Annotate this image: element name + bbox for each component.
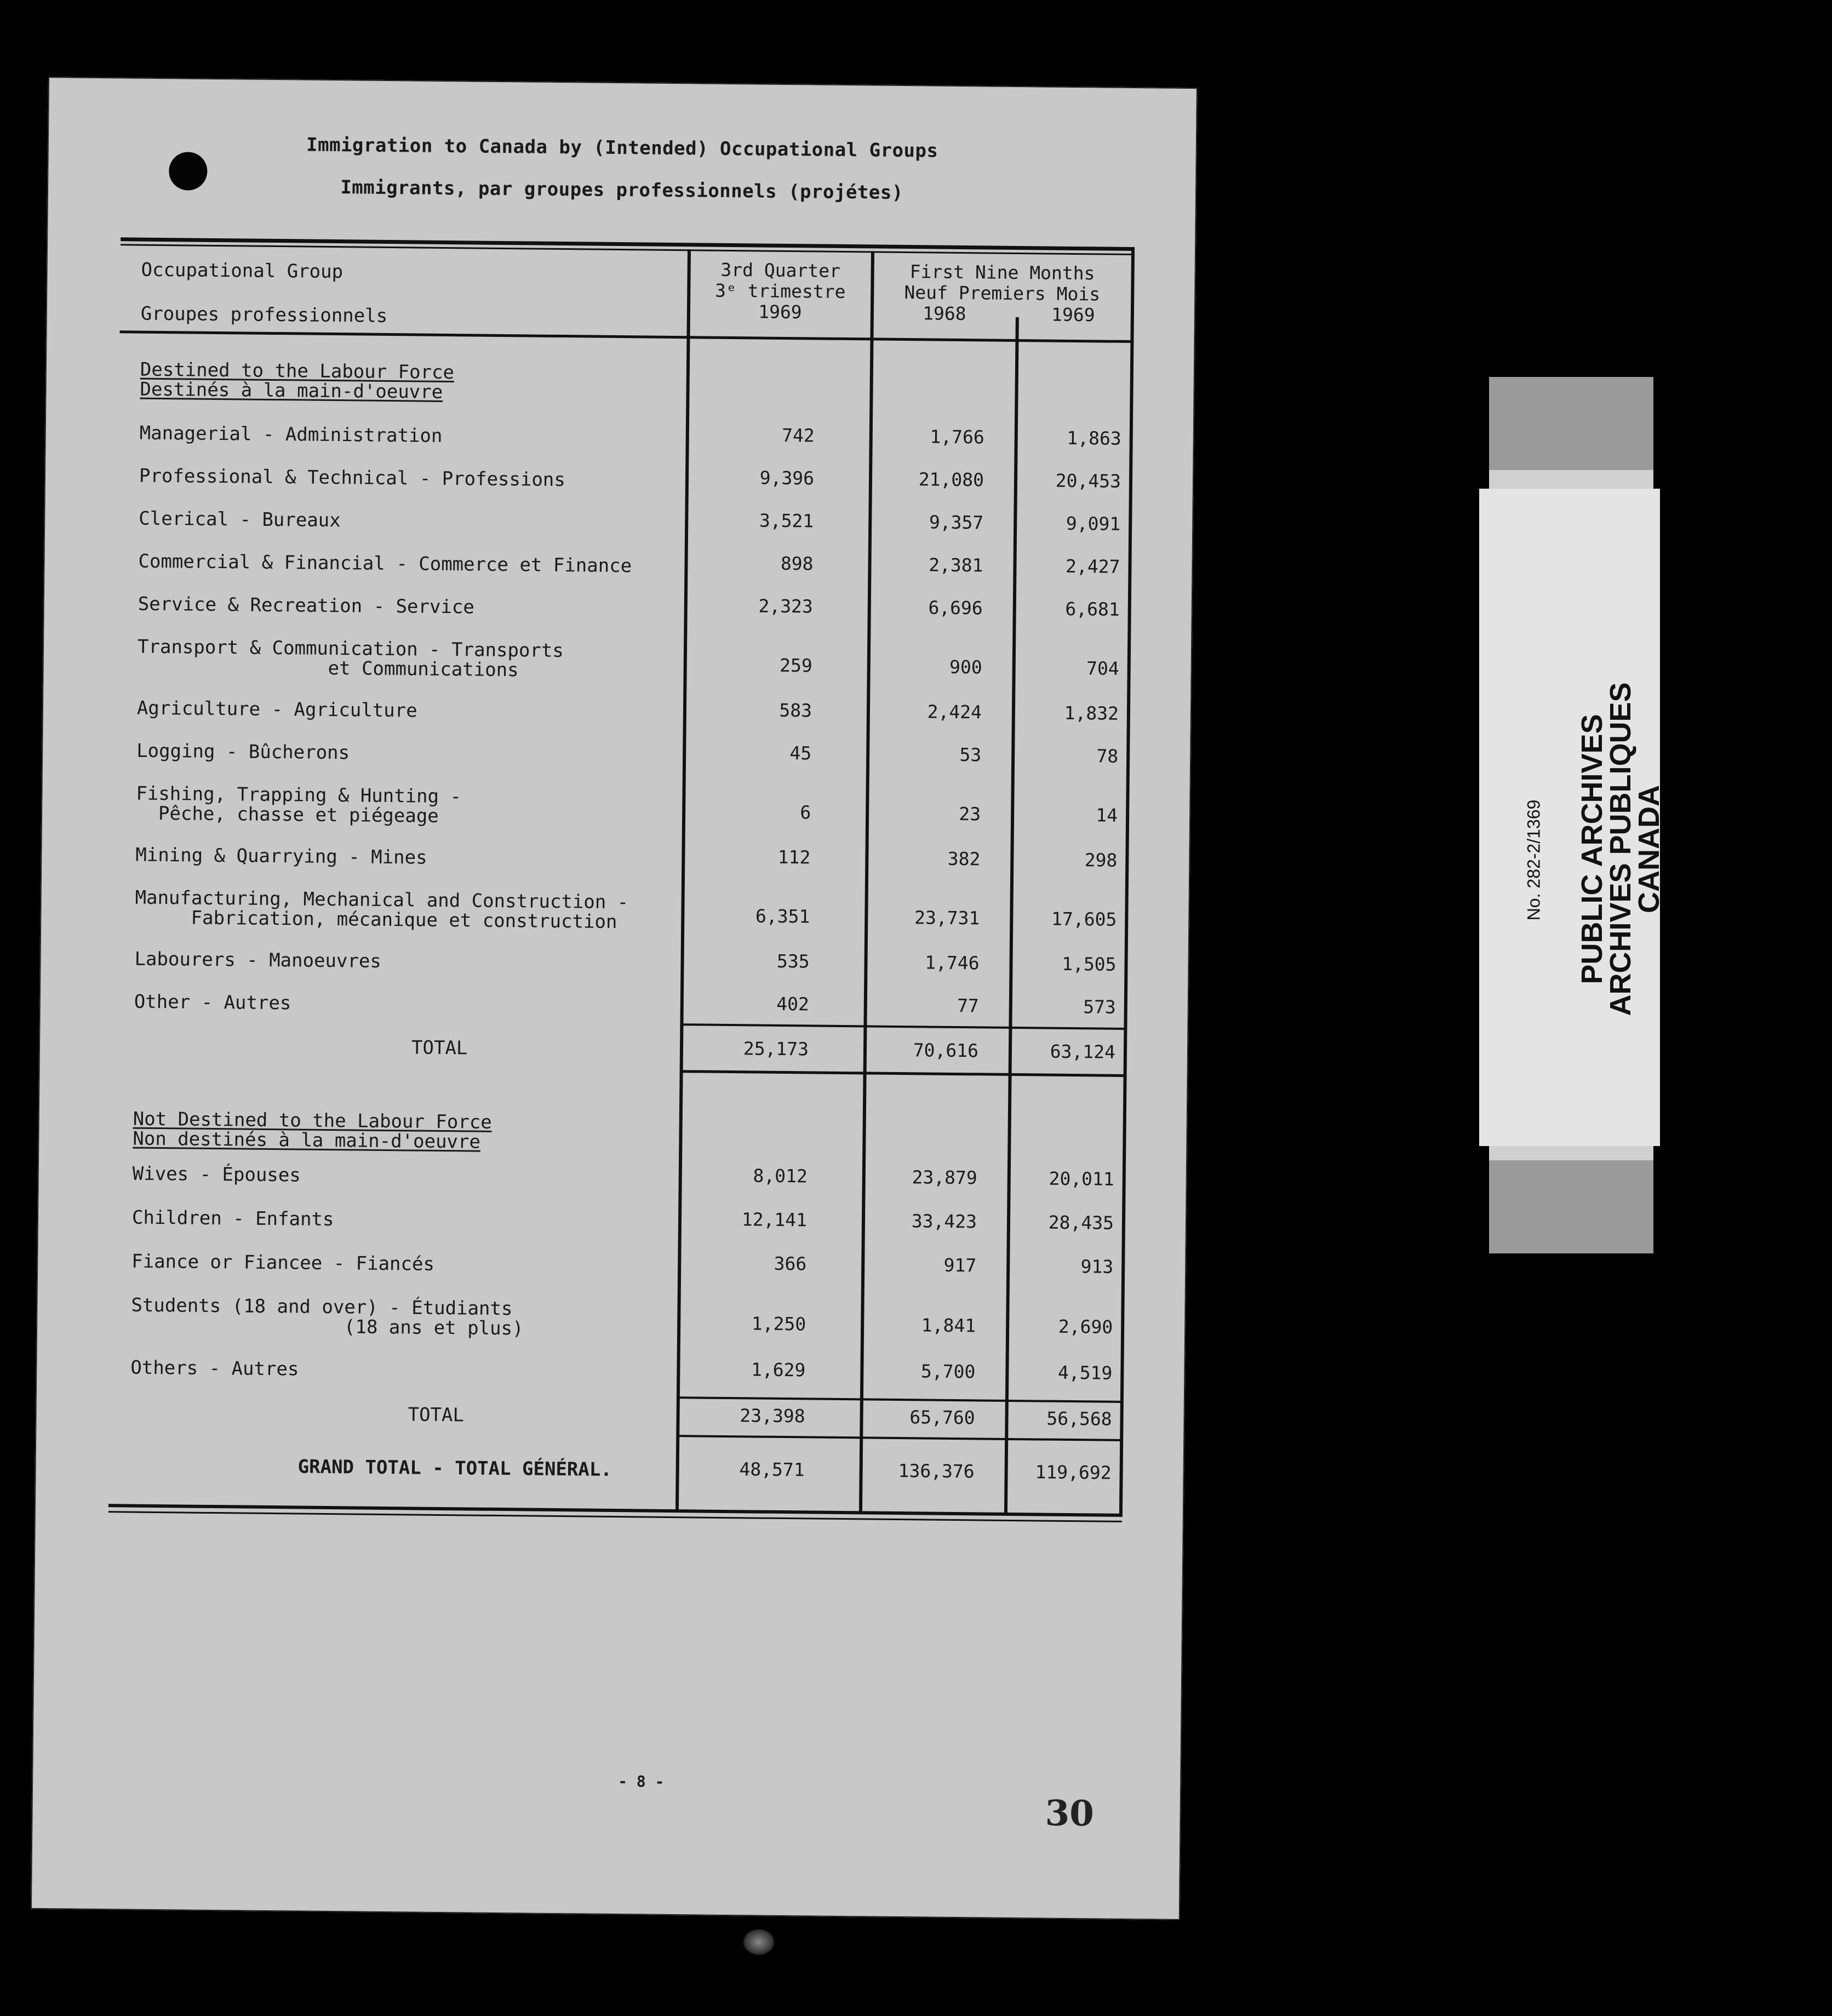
page-footer: - 8 -	[618, 1772, 665, 1791]
col-divider-3	[1004, 317, 1019, 1514]
archive-reference	[1518, 799, 1550, 921]
section1-row-value-1969: 20,453	[1055, 469, 1121, 492]
header-group-fr: Groupes professionnels	[140, 302, 388, 327]
section1-row-value-1969: 1,863	[1067, 427, 1121, 449]
section1-row-value-1969: 14	[1096, 804, 1118, 826]
section2-row-value-1968: 1,841	[921, 1314, 976, 1337]
section1-total-label: TOTAL	[411, 1036, 468, 1059]
section2-row-value-q3: 12,141	[741, 1209, 808, 1231]
section1-row-label: Logging - Bûcherons	[136, 740, 350, 764]
header-nine-line1: First Nine Months	[909, 261, 1095, 284]
section1-row-value-1968: 21,080	[918, 468, 984, 491]
section1-row-label: Clerical - Bureaux	[139, 507, 341, 532]
section1-row-value-1969: 1,832	[1064, 702, 1119, 724]
grand-total-1968: 136,376	[898, 1460, 975, 1482]
section1-row-value-1968: 1,766	[930, 426, 984, 448]
section1-row-value-1969: 704	[1086, 657, 1119, 679]
section2-title-fr: Non destinés à la main-d'oeuvre	[133, 1127, 481, 1153]
section2-row-label: Children - Enfants	[131, 1206, 334, 1231]
stamp-line3: CANADA	[1633, 785, 1665, 913]
section1-row-label: Fishing, Trapping & Hunting -	[136, 782, 462, 808]
section2-title-en: Not Destined to the Labour Force	[133, 1108, 492, 1133]
header-q3-line2: 3ᵉ trimestre	[714, 279, 846, 302]
total2-bottom-rule	[679, 1435, 1123, 1441]
section1-total-1969: 63,124	[1050, 1040, 1116, 1063]
col-divider-2	[859, 251, 874, 1513]
section1-row-value-q3: 45	[789, 742, 812, 764]
section1-row-value-1968: 382	[947, 847, 981, 870]
total1-top-rule	[683, 1023, 1126, 1030]
section1-row-value-q3: 2,323	[758, 595, 813, 617]
section1-row-value-1969: 78	[1096, 745, 1119, 767]
section2-row-label-continued: (18 ans et plus)	[130, 1314, 524, 1340]
section2-total-q3: 23,398	[740, 1405, 805, 1427]
title-english: Immigration to Canada by (Intended) Occupational Groups	[306, 134, 938, 162]
section1-row-label: Manufacturing, Mechanical and Construction -	[135, 886, 629, 914]
section1-row-value-1968: 1,746	[925, 952, 980, 974]
card-bottom-band	[1489, 1160, 1653, 1253]
section2-row-value-1968: 917	[943, 1254, 977, 1276]
section1-row-value-q3: 535	[776, 950, 810, 972]
header-rule	[120, 330, 1133, 343]
section2-row-value-1969: 2,690	[1058, 1315, 1113, 1338]
section2-row-label: Fiance or Fiancee - Fiancés	[131, 1250, 435, 1275]
document-sheet	[31, 77, 1198, 1920]
section1-row-value-q3: 112	[777, 846, 811, 868]
section1-row-value-1969: 6,681	[1065, 598, 1120, 620]
section2-row-value-1968: 5,700	[920, 1360, 976, 1383]
section1-row-value-q3: 742	[781, 424, 815, 446]
section1-row-value-1968: 23,731	[914, 907, 980, 929]
occupation-table	[108, 237, 1134, 1526]
section1-row-value-q3: 259	[779, 654, 812, 677]
total1-bottom-rule	[683, 1070, 1126, 1077]
section1-row-value-1969: 573	[1083, 996, 1116, 1018]
section2-row-value-q3: 8,012	[753, 1165, 808, 1187]
section1-row-label-continued: Fabrication, mécanique et construction	[135, 906, 617, 933]
grand-total-q3: 48,571	[739, 1458, 805, 1481]
section1-row-value-q3: 3,521	[759, 509, 814, 532]
header-q3-year: 1969	[758, 301, 802, 323]
section1-total-1968: 70,616	[913, 1039, 979, 1062]
section1-row-value-1969: 298	[1084, 849, 1118, 871]
section1-row-label-continued: et Communications	[137, 655, 519, 681]
section2-row-label: Others - Autres	[130, 1356, 299, 1381]
grand-total-label: GRAND TOTAL - TOTAL GÉNÉRAL.	[297, 1456, 612, 1481]
col-divider-1	[675, 249, 691, 1511]
section2-row-value-1969: 913	[1080, 1256, 1114, 1278]
section1-row-label: Service & Recreation - Service	[138, 593, 475, 618]
section1-row-value-q3: 6,351	[755, 905, 810, 927]
section2-row-value-q3: 366	[774, 1252, 807, 1275]
section1-row-label: Agriculture - Agriculture	[136, 697, 417, 722]
grand-total-1969: 119,692	[1035, 1461, 1112, 1484]
section2-row-value-q3: 1,250	[751, 1313, 806, 1335]
section1-row-value-1969: 17,605	[1051, 908, 1117, 930]
table-right-edge	[1119, 247, 1135, 1517]
section1-row-value-q3: 6	[800, 801, 811, 823]
archive-reference-text: No. 282-2/1369	[1524, 799, 1544, 921]
archive-stamp	[1566, 682, 1675, 1016]
section1-row-value-1968: 77	[957, 995, 979, 1017]
total2-top-rule	[679, 1396, 1123, 1403]
stamped-page-number: 30	[1045, 1792, 1095, 1835]
section1-row-label: Other - Autres	[134, 990, 291, 1015]
section1-row-value-1968: 23	[959, 803, 981, 825]
section1-row-value-1969: 1,505	[1062, 953, 1117, 975]
section2-row-value-1969: 20,011	[1049, 1167, 1114, 1190]
section1-row-value-1968: 2,424	[927, 701, 982, 723]
section1-row-value-q3: 402	[776, 993, 810, 1015]
section1-row-value-q3: 583	[779, 699, 812, 721]
section2-total-1968: 65,760	[909, 1406, 975, 1429]
stamp-line2: ARCHIVES PUBLIQUES	[1604, 682, 1637, 1016]
section1-row-label: Managerial - Administration	[139, 422, 443, 447]
section1-total-q3: 25,173	[743, 1038, 809, 1060]
section2-row-value-1968: 23,879	[912, 1166, 977, 1189]
section1-row-value-q3: 898	[780, 552, 814, 575]
section1-row-value-1969: 2,427	[1065, 555, 1120, 577]
stamp-line1: PUBLIC ARCHIVES	[1576, 714, 1608, 984]
section1-row-label: Labourers - Manoeuvres	[134, 948, 382, 972]
section1-row-value-1968: 6,696	[928, 597, 983, 619]
section1-title-en: Destined to the Labour Force	[140, 358, 455, 384]
section1-row-label: Professional & Technical - Professions	[139, 465, 566, 491]
section2-row-value-q3: 1,629	[751, 1359, 806, 1381]
section1-row-value-1968: 900	[949, 656, 982, 678]
header-q3-line1: 3rd Quarter	[720, 259, 841, 282]
title-french: Immigrants, par groupes professionnels (projétes)	[340, 176, 903, 204]
section2-row-value-1968: 33,423	[911, 1210, 977, 1233]
header-group-en: Occupational Group	[141, 259, 344, 283]
film-smudge	[742, 1928, 775, 1956]
table-bottom-rule	[108, 1504, 1122, 1517]
section1-row-label-continued: Pêche, chasse et piégeage	[135, 802, 439, 827]
section1-row-value-1969: 9,091	[1066, 512, 1121, 535]
section2-total-label: TOTAL	[408, 1404, 465, 1427]
section1-title-fr: Destinés à la main-d'oeuvre	[140, 378, 443, 403]
section1-row-value-1968: 2,381	[928, 554, 983, 576]
section2-total-1969: 56,568	[1046, 1407, 1112, 1430]
section1-row-label: Transport & Communication - Transports	[137, 635, 564, 662]
card-top-band	[1489, 377, 1653, 470]
section2-row-label: Wives - Épouses	[132, 1162, 301, 1187]
section2-row-value-1969: 4,519	[1057, 1361, 1113, 1384]
section2-row-value-1969: 28,435	[1048, 1211, 1114, 1234]
section1-row-label: Commercial & Financial - Commerce et Finance	[138, 550, 632, 577]
section1-row-value-q3: 9,396	[759, 467, 815, 489]
section1-row-label: Mining & Quarrying - Mines	[135, 844, 427, 869]
section2-row-label: Students (18 and over) - Étudiants	[131, 1294, 513, 1320]
header-year-1968: 1968	[922, 302, 966, 325]
section1-row-value-1968: 9,357	[929, 511, 984, 534]
header-year-1969: 1969	[1051, 303, 1095, 326]
section1-row-value-1968: 53	[959, 744, 982, 766]
header-nine-line2: Neuf Premiers Mois	[904, 282, 1101, 305]
